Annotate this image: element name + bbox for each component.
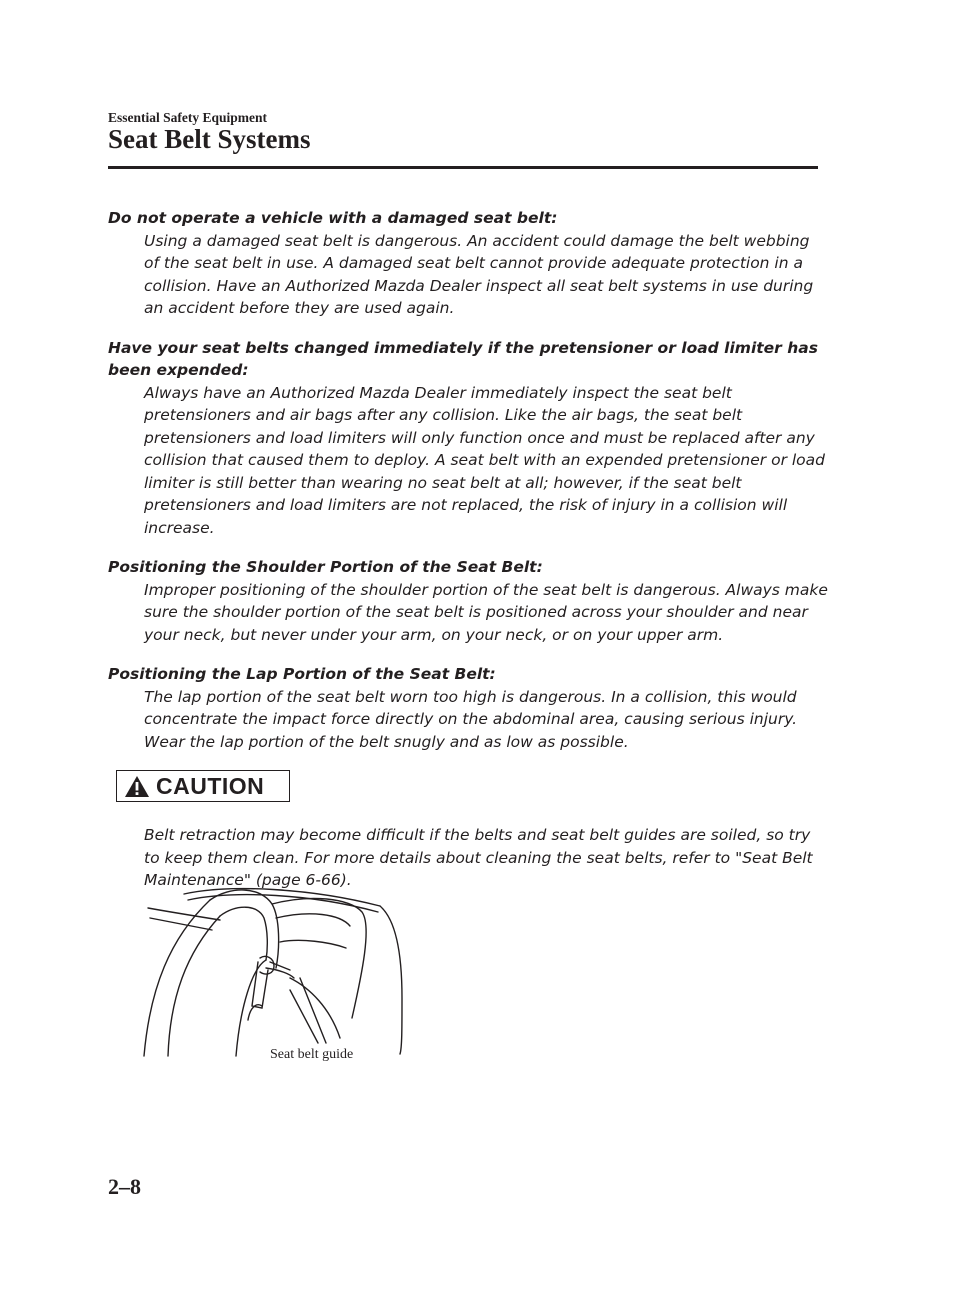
figure-caption: Seat belt guide: [270, 1047, 354, 1062]
seat-belt-guide-illustration: [140, 878, 415, 1070]
warning-block: [108, 337, 828, 540]
page-title: Seat Belt Systems: [108, 124, 311, 154]
warning-body: The lap portion of the seat belt worn too high is dangerous. In a collision, this would concentrate the impact force directly on the abdominal area, causing serious injury. Wear the lap portion of the belt snugly and as low as possible.: [144, 687, 798, 751]
section-label: Essential Safety Equipment: [108, 110, 268, 125]
caution-box: [116, 770, 290, 802]
content: [108, 207, 828, 892]
caution-label: CAUTION: [156, 772, 265, 799]
warning-heading: Have your seat belts changed immediately if the pretensioner or load limiter has been expended:: [108, 338, 818, 379]
warning-block: [108, 663, 828, 753]
warning-body: Using a damaged seat belt is dangerous. An accident could damage the belt webbing of the seat belt in use. A damaged seat belt cannot provide adequate protection in a collision. Have an Authorized Mazda Dealer inspect all seat belt systems in use during an accident before they are used again.: [144, 231, 814, 317]
caution-body: Belt retraction may become difficult if the belts and seat belt guides are soiled, so try to keep them clean. For more details about cleaning the seat belts, refer to "Seat Belt Maintenance" (page 6-66).: [144, 826, 813, 889]
warning-heading: Positioning the Lap Portion of the Seat Belt:: [108, 665, 496, 683]
warning-block: [108, 556, 828, 646]
warning-heading: Positioning the Shoulder Portion of the Seat Belt:: [108, 558, 543, 576]
warning-block: [108, 207, 828, 320]
warning-heading: Do not operate a vehicle with a damaged seat belt:: [108, 209, 558, 227]
header-rule: [108, 166, 818, 169]
warning-body: Always have an Authorized Mazda Dealer immediately inspect the seat belt pretensioners and air bags after any collision. Like the air bags, the seat belt pretensioners and load limiters will only function once and must be replaced after any collision that caused them to deploy. A seat belt with an expended pretensioner or load limiter is still better than wearing no seat belt at all; however, if the seat belt pretensioners and load limiters are not replaced, the risk of injury in a collision will increase.: [144, 383, 826, 537]
warning-body: Improper positioning of the shoulder portion of the seat belt is dangerous. Always make sure the shoulder portion of the seat belt is positioned across your shoulder and near your neck, but never under your arm, on your neck, or on your upper arm.: [144, 580, 828, 644]
page-number: 2–8: [108, 1174, 141, 1199]
warning-triangle-icon: [124, 775, 150, 798]
